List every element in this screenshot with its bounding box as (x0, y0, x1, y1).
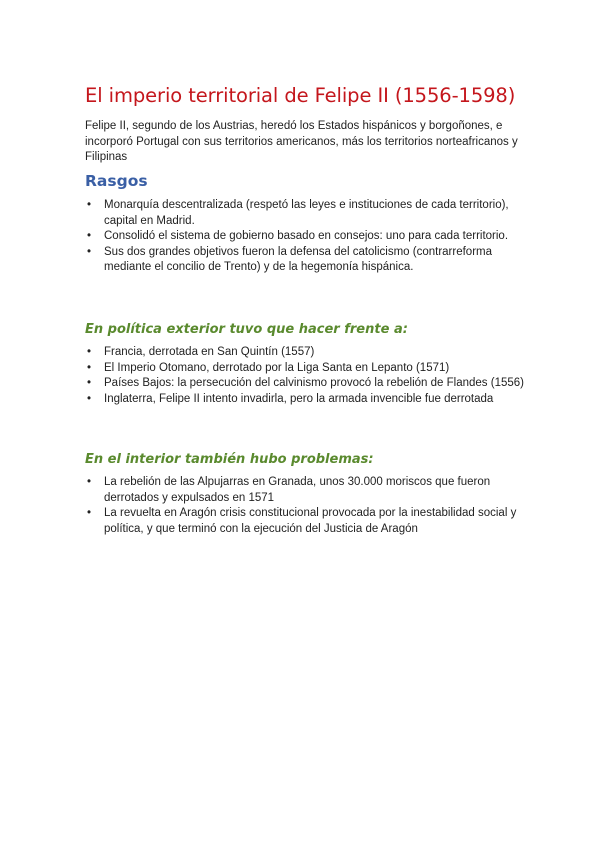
list-item (85, 361, 525, 377)
bullet-icon: • (87, 377, 92, 389)
rasgos-heading: Rasgos (85, 172, 148, 190)
list-item (85, 392, 525, 408)
bullet-icon: • (87, 361, 92, 374)
list-item (85, 376, 525, 392)
exterior-list (85, 345, 525, 407)
list-item-text: Francia, derrotada en San Quintín (1557) (104, 346, 315, 358)
list-item (85, 506, 525, 537)
list-item-text: La rebelión de las Alpujarras en Granada, unos 30.000 moriscos que fueron derrotados y expulsados en 1571 (104, 476, 491, 504)
intro-paragraph: Felipe II, segundo de los Austrias, heredó los Estados hispánicos y borgoñones, e incorporó Portugal con sus territorios americanos, más los territorios norteafricanos y Filipinas (85, 120, 518, 163)
rasgos-list (85, 198, 525, 276)
bullet-icon: • (87, 507, 92, 519)
list-item-text: Monarquía descentralizada (respetó las leyes e instituciones de cada territorio), capital en Madrid. (104, 199, 509, 227)
list-item-text: Países Bajos: la persecución del calvinismo provocó la rebelión de Flandes (1556) (104, 377, 524, 389)
list-item-text: Inglaterra, Felipe II intento invadirla, pero la armada invencible fue derrotada (104, 392, 494, 405)
bullet-icon: • (87, 245, 92, 258)
exterior-heading: En política exterior tuvo que hacer frente a: (85, 322, 408, 337)
list-item-text: El Imperio Otomano, derrotado por la Liga Santa en Lepanto (1571) (104, 361, 450, 374)
list-item-text: La revuelta en Aragón crisis constitucional provocada por la inestabilidad social y política, y que terminó con la ejecución del Justicia de Aragón (104, 507, 517, 535)
list-item-text: Consolidó el sistema de gobierno basado en consejos: uno para cada territorio. (104, 230, 509, 242)
list-item (85, 245, 525, 276)
bullet-icon: • (87, 392, 92, 405)
list-item (85, 198, 525, 229)
list-item-text: Sus dos grandes objetivos fueron la defensa del catolicismo (contrarreforma mediante el concilio de Trento) y de la hegemonía hispánica. (104, 245, 493, 273)
bullet-icon: • (87, 346, 92, 358)
page-title: El imperio territorial de Felipe II (1556-1598) (85, 84, 516, 107)
list-item (85, 229, 525, 245)
bullet-icon: • (87, 199, 92, 211)
list-item (85, 345, 525, 361)
interior-list (85, 475, 525, 537)
interior-heading: En el interior también hubo problemas: (85, 452, 374, 467)
bullet-icon: • (87, 476, 92, 488)
bullet-icon: • (87, 230, 92, 242)
list-item (85, 475, 525, 506)
